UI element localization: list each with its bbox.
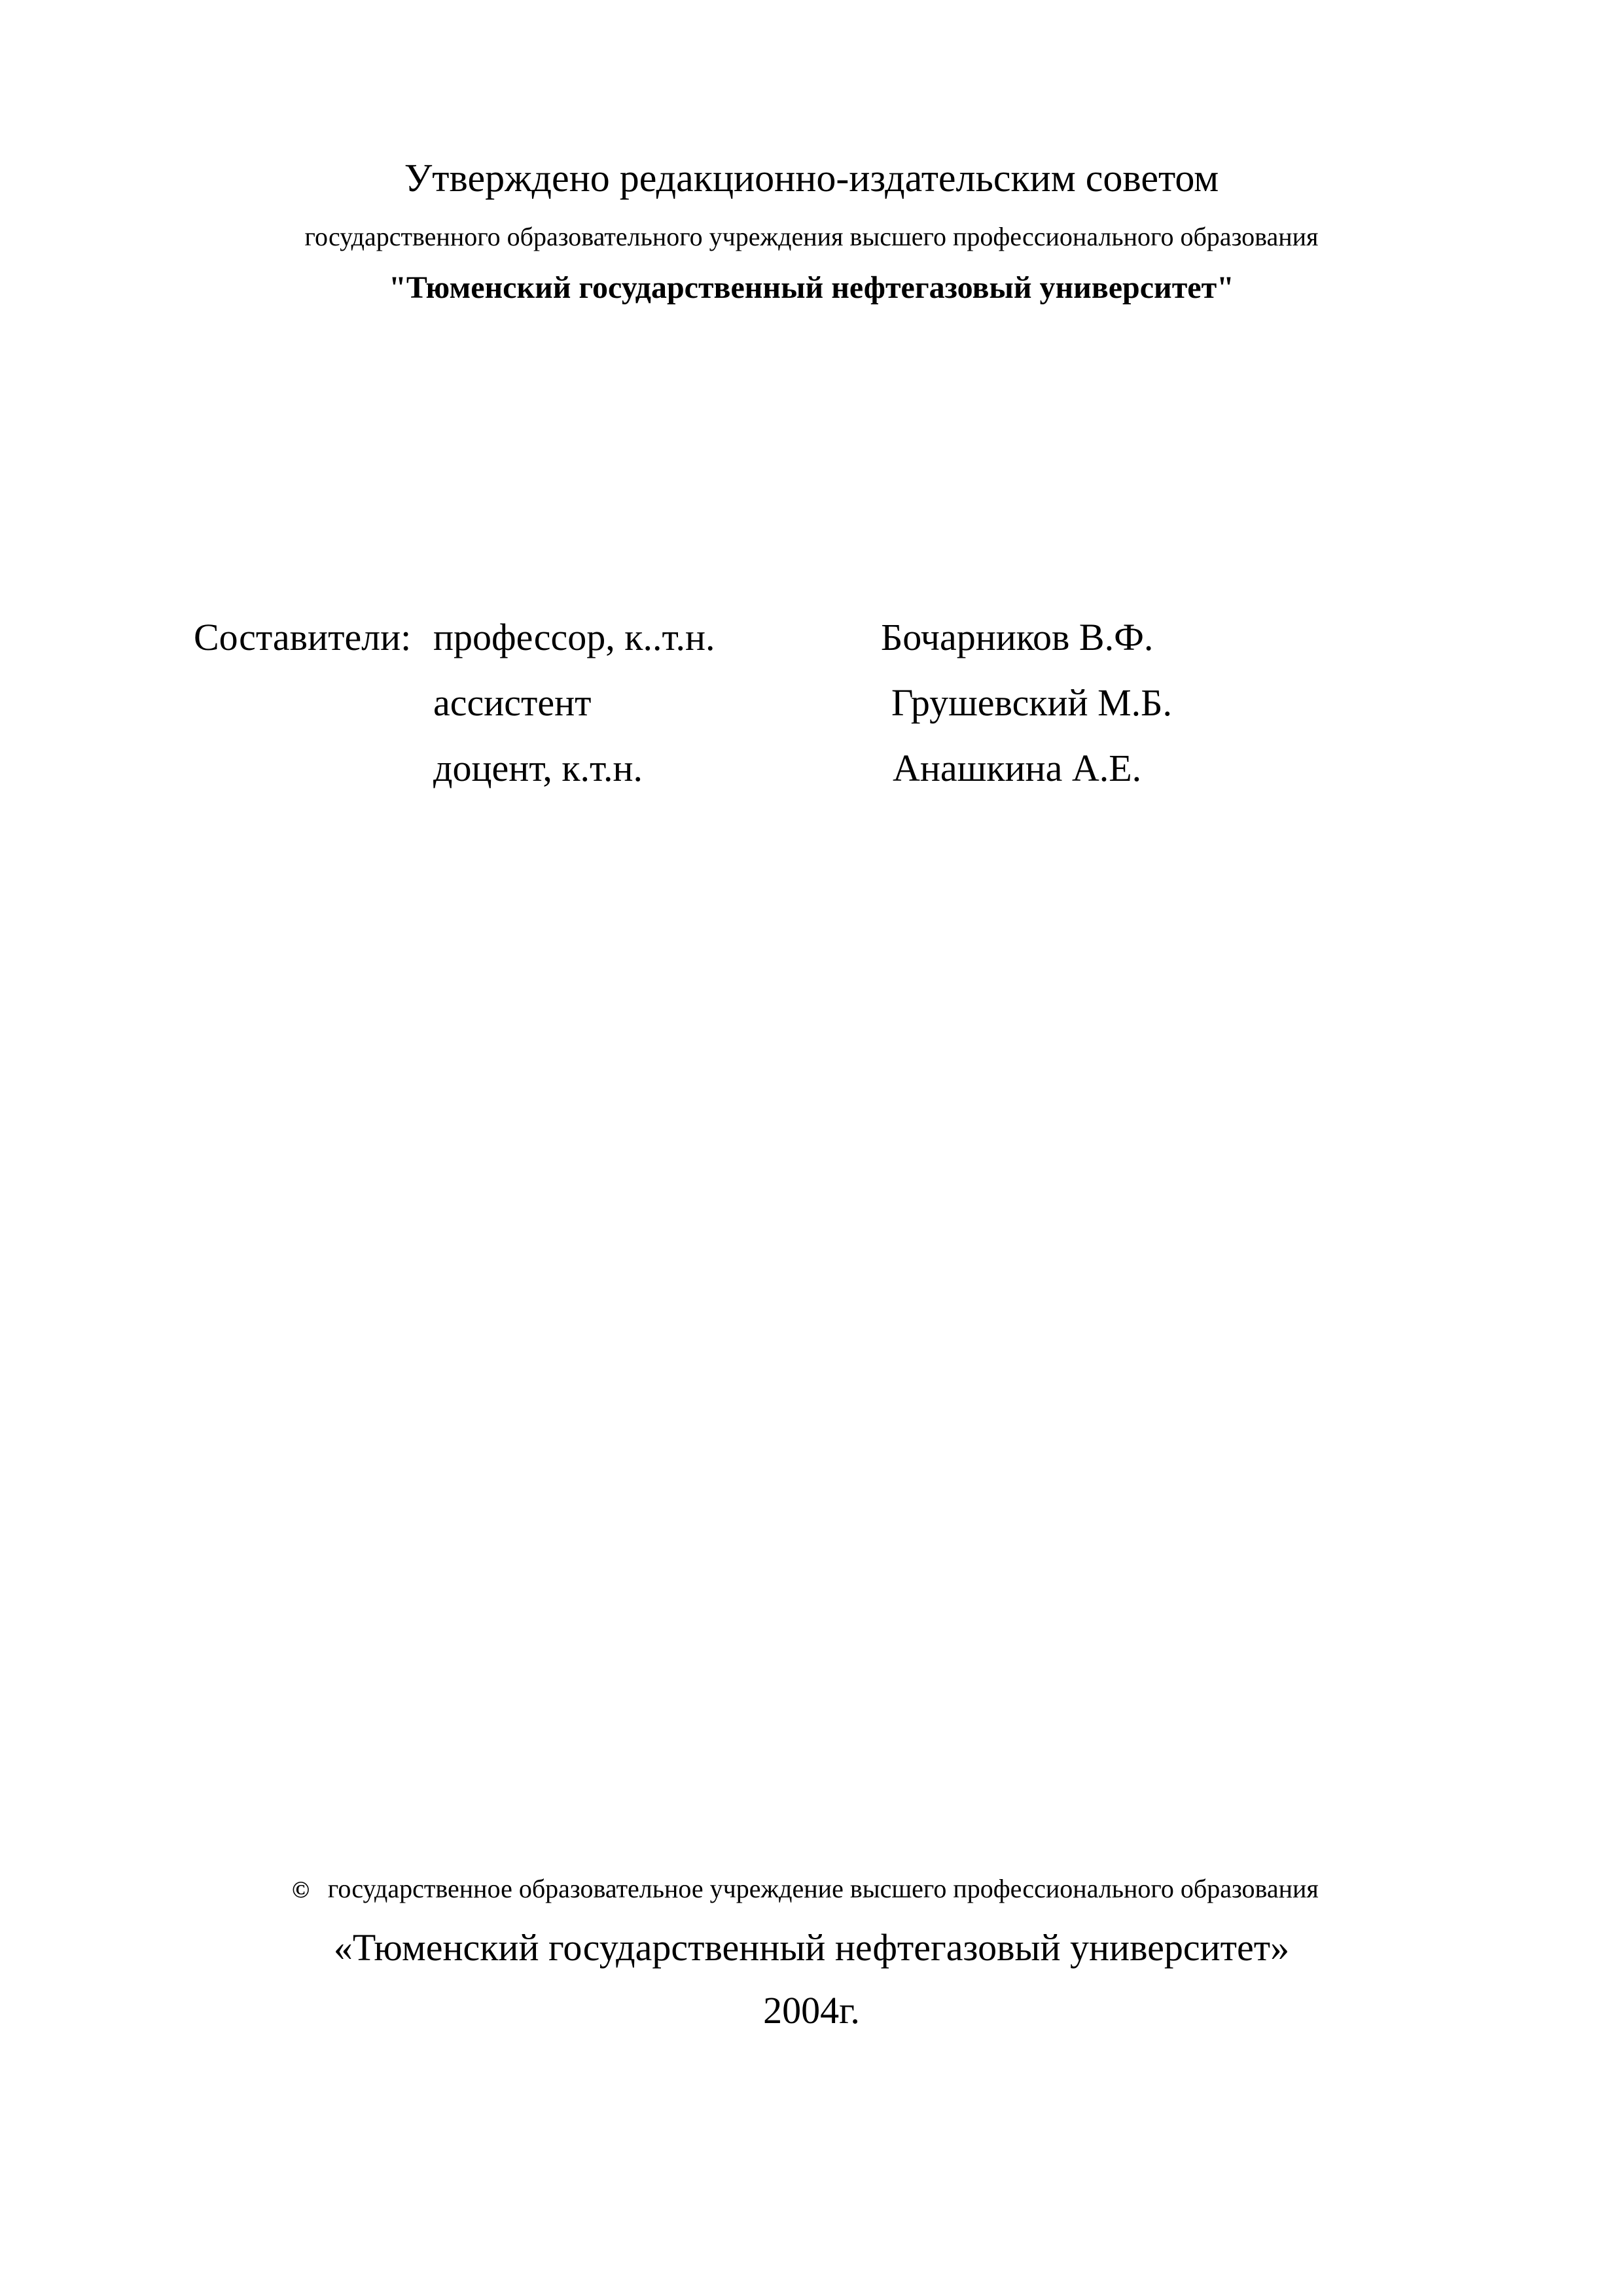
copyright-icon: ©	[292, 1876, 310, 1903]
copyright-line	[292, 1873, 1319, 1904]
author-title: ассистент	[433, 681, 592, 724]
approval-statement: Утверждено редакционно-издательским советом	[404, 156, 1219, 200]
compilers-label: Составители:	[194, 616, 412, 658]
publication-year: 2004г.	[763, 1989, 860, 2032]
author-name: Анашкина А.Е.	[893, 747, 1142, 789]
author-title: профессор, к..т.н.	[433, 616, 715, 658]
author-name: Бочарников В.Ф.	[881, 616, 1154, 658]
institution-type-header: государственного образовательного учреждения высшего профессионального образования	[304, 222, 1319, 251]
university-name-header: "Тюменский государственный нефтегазовый университет"	[389, 270, 1234, 305]
author-name: Грушевский М.Б.	[891, 681, 1172, 724]
author-title: доцент, к.т.н.	[433, 747, 643, 789]
institution-type-footer: государственное образовательное учреждение высшего профессионального образования	[327, 1874, 1319, 1903]
university-name-footer: «Тюменский государственный нефтегазовый университет»	[333, 1926, 1290, 1969]
